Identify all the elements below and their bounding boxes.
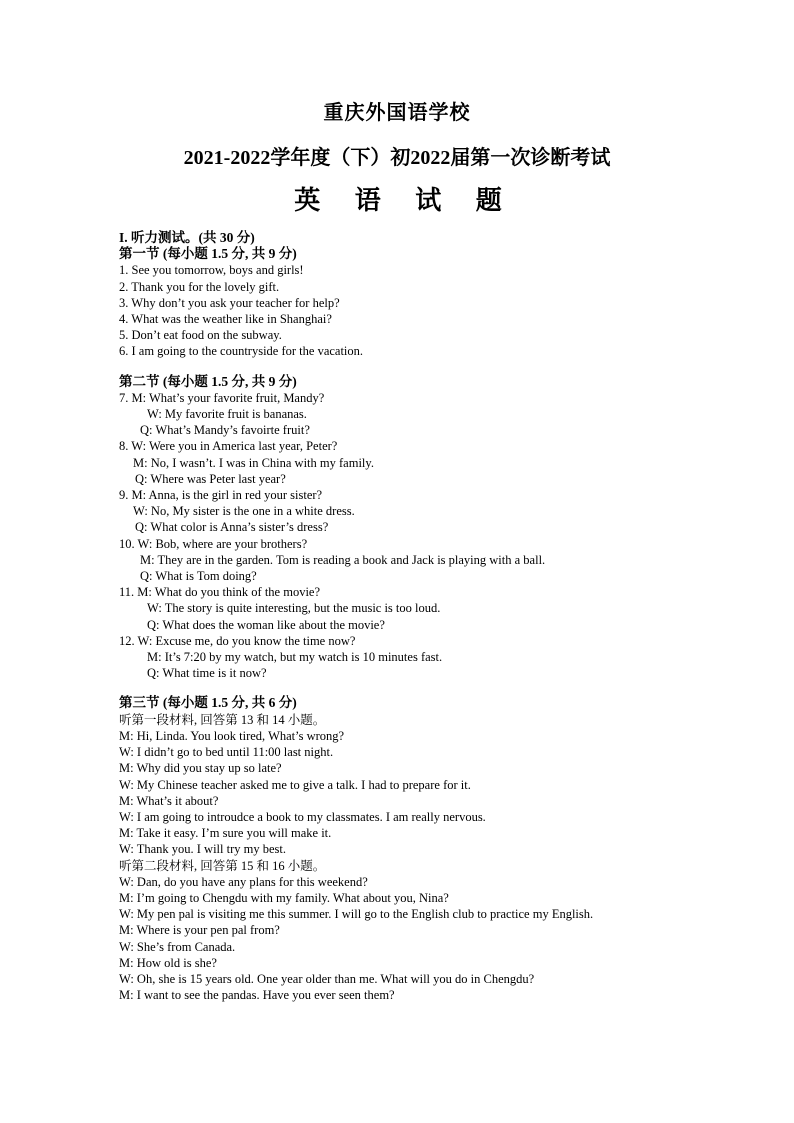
dialogue-line: W: No, My sister is the one in a white dress. — [133, 504, 355, 519]
dialogue-line: M: Hi, Linda. You look tired, What’s wrong? — [119, 728, 345, 743]
dialogue-line: W: I am going to introudce a book to my classmates. I am really nervous. — [119, 809, 486, 824]
question-line: 6. I am going to the countryside for the vacation. — [119, 344, 364, 359]
dialogue-line: 9. M: Anna, is the girl in red your sister? — [119, 488, 323, 503]
question-line: 1. See you tomorrow, boys and girls! — [119, 263, 304, 278]
dialogue-line: 7. M: What’s your favorite fruit, Mandy? — [119, 390, 325, 405]
dialogue-line: M: It’s 7:20 by my watch, but my watch is 10 minutes fast. — [147, 650, 443, 665]
dialogue-line: 8. W: Were you in America last year, Peter? — [119, 439, 338, 454]
dialogue-line: M: How old is she? — [119, 955, 217, 970]
dialogue-line: M: Why did you stay up so late? — [119, 761, 282, 776]
dialogue-line: W: Dan, do you have any plans for this weekend? — [119, 874, 368, 889]
dialogue-line: W: My favorite fruit is bananas. — [147, 407, 307, 422]
dialogue-line: W: Oh, she is 15 years old. One year older than me. What will you do in Chengdu? — [119, 971, 535, 986]
subject-title: 英 语 试 题 — [294, 186, 516, 215]
dialogue-line: W: The story is quite interesting, but the music is too loud. — [147, 601, 441, 616]
school-name: 重庆外国语学校 — [323, 102, 471, 124]
dialogue-line: M: I want to see the pandas. Have you ever seen them? — [119, 988, 395, 1003]
dialogue-line: 10. W: Bob, where are your brothers? — [119, 536, 308, 551]
dialogue-line: Q: What time is it now? — [147, 666, 267, 681]
dialogue-line: Q: What is Tom doing? — [140, 569, 257, 584]
dialogue-line: M: Take it easy. I’m sure you will make it. — [119, 826, 332, 841]
question-line: 4. What was the weather like in Shanghai? — [119, 312, 332, 327]
dialogue-line: W: My pen pal is visiting me this summer. I will go to the English club to practice my English. — [119, 907, 594, 922]
dialogue-line: Q: What color is Anna’s sister’s dress? — [135, 520, 329, 535]
dialogue-line: M: Where is your pen pal from? — [119, 923, 280, 938]
part1-heading: I. 听力测试。(共 30 分) — [119, 230, 255, 245]
question-line: 2. Thank you for the lovely gift. — [119, 279, 280, 294]
dialogue-line: W: Thank you. I will try my best. — [119, 842, 286, 857]
exam-title: 2021-2022学年度（下）初2022届第一次诊断考试 — [183, 147, 611, 169]
question-line: 3. Why don’t you ask your teacher for help? — [119, 295, 340, 310]
dialogue-line: Q: What does the woman like about the movie? — [147, 617, 385, 632]
section1-heading: 第一节 (每小题 1.5 分, 共 9 分) — [119, 246, 297, 262]
exam-body — [119, 230, 739, 1003]
question-line: 5. Don’t eat food on the subway. — [119, 328, 282, 343]
dialogue-line: 12. W: Excuse me, do you know the time now? — [119, 633, 356, 648]
dialogue-line: M: No, I wasn’t. I was in China with my family. — [133, 455, 374, 470]
dialogue-line: W: My Chinese teacher asked me to give a talk. I had to prepare for it. — [119, 777, 471, 792]
dialogue-line: Q: What’s Mandy’s favoirte fruit? — [140, 423, 310, 438]
dialogue-line: Q: Where was Peter last year? — [135, 471, 286, 486]
dialogue-line: W: She’s from Canada. — [119, 939, 236, 954]
dialogue-line: M: They are in the garden. Tom is reading a book and Jack is playing with a ball. — [140, 552, 546, 567]
dialogue-line: W: I didn’t go to bed until 11:00 last night. — [119, 745, 334, 760]
section3-heading: 第三节 (每小题 1.5 分, 共 6 分) — [119, 695, 297, 711]
material-intro: 听第一段材料, 回答第 13 和 14 小题。 — [119, 712, 326, 727]
dialogue-line: 11. M: What do you think of the movie? — [119, 585, 321, 600]
material-intro: 听第二段材料, 回答第 15 和 16 小题。 — [119, 858, 326, 873]
section2-heading: 第二节 (每小题 1.5 分, 共 9 分) — [119, 373, 297, 389]
dialogue-line: M: What’s it about? — [119, 793, 219, 808]
dialogue-line: M: I’m going to Chengdu with my family. What about you, Nina? — [119, 890, 449, 905]
